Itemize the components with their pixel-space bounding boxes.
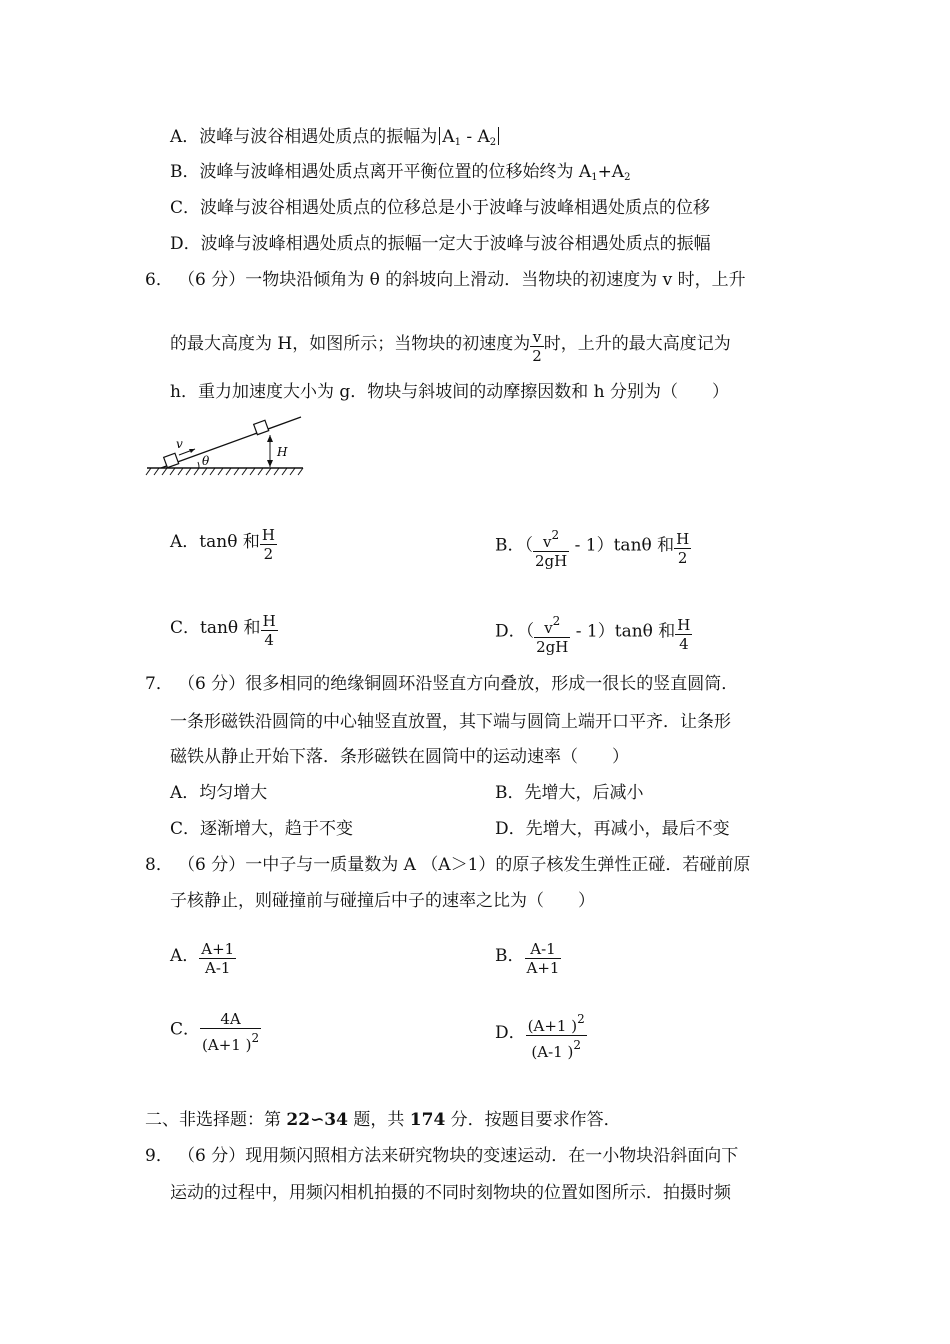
- q6-option-d: D．（ $\frac{v^2}{2gH}$ - 1）tanθ 和 $\frac{H}{4}$: [495, 614, 691, 656]
- q8-option-d: D． $\frac{(A+1 )^2}{(A-1 )^2}$: [495, 1012, 585, 1061]
- q5-option-a: A．波峰与波谷相遇处质点的振幅为 $A_1 - A_2$: [170, 125, 501, 155]
- fig-label-H: H: [277, 445, 288, 459]
- q7-option-c: C．逐渐增大，趋于不变: [170, 819, 354, 839]
- q9-stem-line2: 运动的过程中，用频闪相机拍摄的不同时刻物块的位置如图所示．拍摄时频: [170, 1183, 731, 1203]
- q6-option-b: B．（ $\frac{v^2}{2gH}$ - 1）tanθ 和 $\frac{H}{2}$: [495, 528, 690, 570]
- q6-stem-line1: （6 分）一物块沿倾角为 θ 的斜坡向上滑动．当物块的初速度为 v 时，上升: [178, 270, 746, 290]
- q5-option-c: C．波峰与波谷相遇处质点的位移总是小于波峰与波峰相遇处质点的位移: [170, 198, 711, 218]
- q8-option-a: A． $\frac{A+1}{A-1}$: [170, 940, 235, 977]
- q6-number: 6．: [145, 270, 173, 290]
- q7-stem-line2: 一条形磁铁沿圆筒的中心轴竖直放置，其下端与圆筒上端开口平齐．让条形: [170, 712, 731, 732]
- q6-option-a: A．tanθ 和 $\frac{H}{2}$: [170, 526, 275, 563]
- q6-incline-figure: [143, 415, 308, 480]
- q7-option-a: A．均匀增大: [170, 783, 268, 803]
- q6-stem-line3: h．重力加速度大小为 g．物块与斜坡间的动摩擦因数和 h 分别为（ ）: [170, 382, 729, 402]
- q7-stem-line1: （6 分）很多相同的绝缘铜圆环沿竖直方向叠放，形成一很长的竖直圆筒．: [178, 674, 739, 694]
- q6-option-c: C．tanθ 和 $\frac{H}{4}$: [170, 612, 276, 649]
- fig-label-theta: θ: [202, 454, 210, 468]
- q6-stem-line2: 的最大高度为 H，如图所示；当物块的初速度为 $\frac{v}{2}$ 时，上升的最大高度记为: [170, 328, 731, 365]
- q5-option-d: D．波峰与波峰相遇处质点的振幅一定大于波峰与波谷相遇处质点的振幅: [170, 234, 711, 254]
- q8-number: 8．: [145, 855, 173, 875]
- q7-stem-line3: 磁铁从静止开始下落．条形磁铁在圆筒中的运动速率（ ）: [170, 747, 629, 767]
- q8-stem-line2: 子核静止，则碰撞前与碰撞后中子的速率之比为（ ）: [170, 891, 595, 911]
- q9-stem-line1: （6 分）现用频闪照相方法来研究物块的变速运动．在一小物块沿斜面向下: [178, 1146, 739, 1166]
- q9-number: 9．: [145, 1146, 173, 1166]
- q8-option-b: B． $\frac{A-1}{A+1}$: [495, 940, 560, 977]
- q8-option-c: C． $\frac{4A}{(A+1 )^2}$: [170, 1010, 260, 1054]
- q8-stem-line1: （6 分）一中子与一质量数为 A （A＞1）的原子核发生弹性正碰．若碰前原: [178, 855, 751, 875]
- q7-option-d: D．先增大，再减小，最后不变: [495, 819, 730, 839]
- q7-number: 7．: [145, 674, 173, 694]
- q5-option-b: B．波峰与波峰相遇处质点离开平衡位置的位移始终为 $A_1+A_2$: [170, 162, 631, 183]
- block-top: [254, 420, 269, 434]
- section-2-heading: 二、非选择题：第 22∽34 题，共 174 分．按题目要求作答．: [145, 1110, 621, 1130]
- fig-label-v: v: [176, 437, 183, 451]
- q7-option-b: B．先增大，后减小: [495, 783, 644, 803]
- q6-v-over-2: $\frac{v}{2}$: [532, 328, 542, 365]
